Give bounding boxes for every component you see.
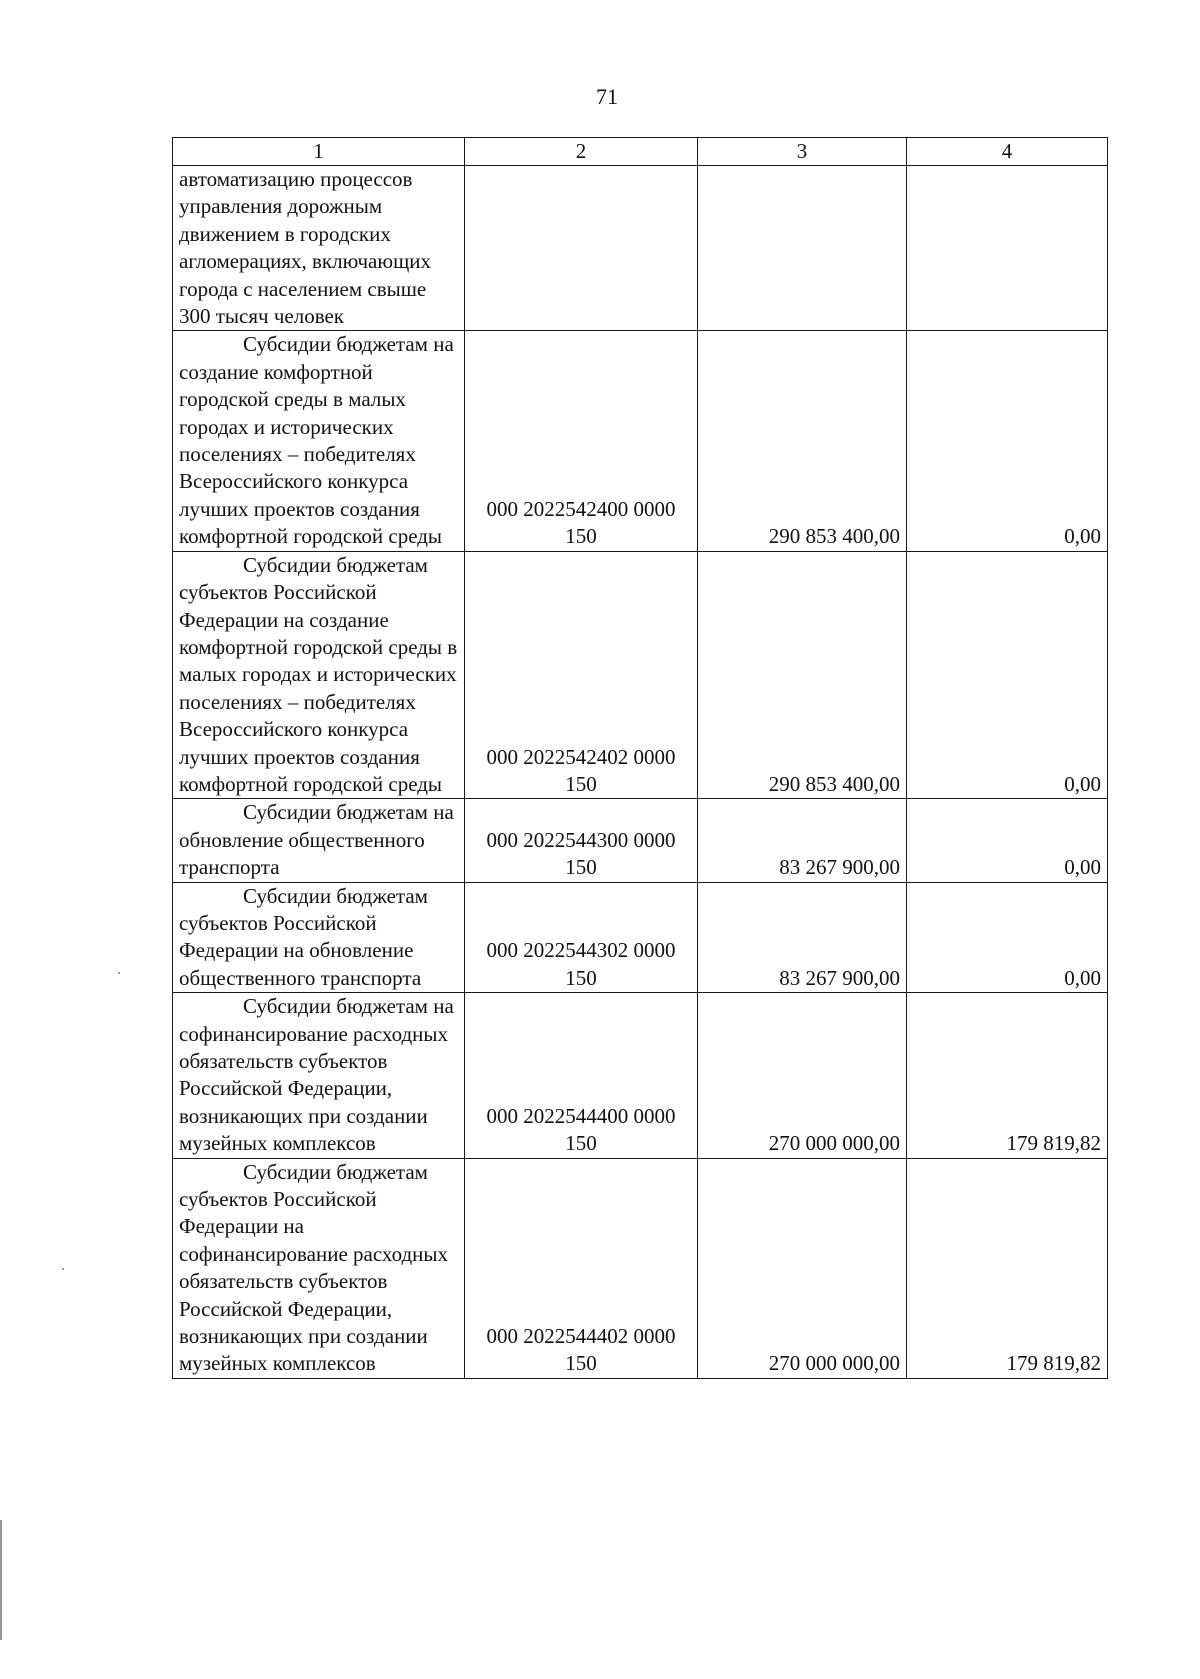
row-name-cell: Субсидии бюджетам субъектов Российской Федерации на обновление общественного транспорта: [173, 882, 465, 993]
table-header-row: [173, 138, 1108, 166]
row-name-cell: Субсидии бюджетам субъектов Российской Федерации на создание комфортной городской среды в малых городах и исторических поселениях – победителях Всероссийского конкурса лучших проектов создания комфортной городской среды: [173, 551, 465, 799]
row-code-cell: 000 2022544402 0000 150: [465, 1158, 698, 1378]
column-header-3: 3: [698, 138, 907, 166]
budget-table: [172, 137, 1108, 1379]
row-value-col3-cell: 270 000 000,00: [698, 993, 907, 1158]
row-name-cell: Субсидии бюджетам на софинансирование расходных обязательств субъектов Российской Федерации, возникающих при создании музейных комплексов: [173, 993, 465, 1158]
budget-table-body: [173, 138, 1108, 1379]
scan-edge-shadow: [0, 1520, 2, 1640]
table-row: [173, 882, 1108, 993]
row-value-col3-cell: [698, 166, 907, 331]
row-value-col3-cell: 290 853 400,00: [698, 551, 907, 799]
row-value-col3-cell: 270 000 000,00: [698, 1158, 907, 1378]
column-header-2: 2: [465, 138, 698, 166]
row-value-col4-cell: 179 819,82: [907, 993, 1108, 1158]
row-value-col3-cell: 290 853 400,00: [698, 331, 907, 551]
row-code-cell: 000 2022542402 0000 150: [465, 551, 698, 799]
row-code-cell: 000 2022544300 0000 150: [465, 799, 698, 882]
table-row: [173, 166, 1108, 331]
row-value-col4-cell: 0,00: [907, 799, 1108, 882]
row-name-cell: Субсидии бюджетам на обновление общественного транспорта: [173, 799, 465, 882]
column-header-1: 1: [173, 138, 465, 166]
row-value-col4-cell: 0,00: [907, 551, 1108, 799]
row-value-col4-cell: 179 819,82: [907, 1158, 1108, 1378]
row-value-col4-cell: 0,00: [907, 331, 1108, 551]
table-row: [173, 331, 1108, 551]
page-number: 71: [596, 84, 618, 109]
row-name-cell: автоматизацию процессов управления дорожным движением в городских агломерациях, включающих города с населением свыше 300 тысяч человек: [173, 166, 465, 331]
table-row: [173, 1158, 1108, 1378]
scan-speck: [62, 1268, 64, 1270]
table-row: [173, 799, 1108, 882]
table-row: [173, 993, 1108, 1158]
row-code-cell: [465, 166, 698, 331]
row-code-cell: 000 2022544400 0000 150: [465, 993, 698, 1158]
row-value-col4-cell: 0,00: [907, 882, 1108, 993]
table-row: [173, 551, 1108, 799]
column-header-4: 4: [907, 138, 1108, 166]
row-name-cell: Субсидии бюджетам на создание комфортной городской среды в малых городах и исторических поселениях – победителях Всероссийского конкурса лучших проектов создания комфортной городской среды: [173, 331, 465, 551]
row-code-cell: 000 2022542400 0000 150: [465, 331, 698, 551]
scan-speck: [118, 972, 120, 974]
row-name-cell: Субсидии бюджетам субъектов Российской Федерации на софинансирование расходных обязательств субъектов Российской Федерации, возникающих при создании музейных комплексов: [173, 1158, 465, 1378]
row-value-col4-cell: [907, 166, 1108, 331]
row-value-col3-cell: 83 267 900,00: [698, 882, 907, 993]
row-value-col3-cell: 83 267 900,00: [698, 799, 907, 882]
row-code-cell: 000 2022544302 0000 150: [465, 882, 698, 993]
